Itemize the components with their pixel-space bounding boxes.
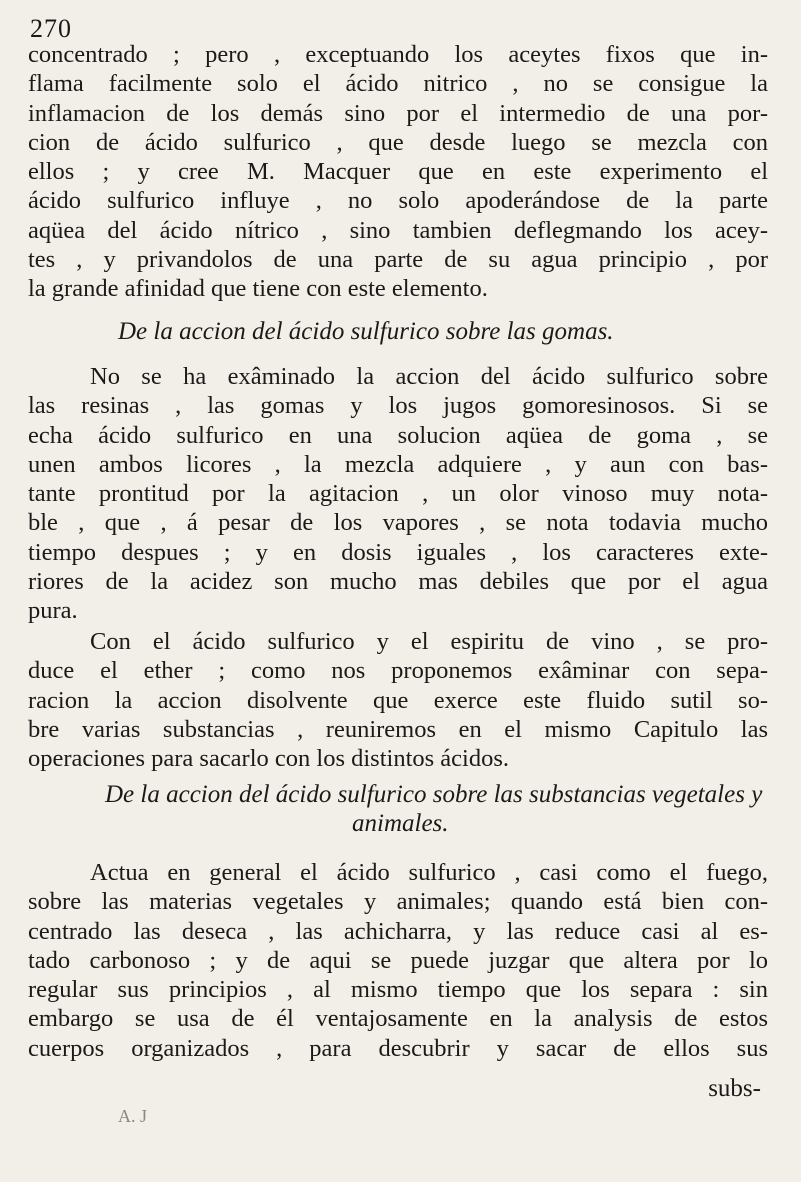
text-line: las resinas , las gomas y los jugos gomoresinosos. Si se <box>28 392 768 420</box>
text-line: cion de ácido sulfurico , que desde luego se mezcla con <box>28 128 768 156</box>
text-line: tado carbonoso ; y de aqui se puede juzgar que altera por lo <box>28 946 768 974</box>
paragraph-vegetales <box>28 858 768 1063</box>
text-line: pura. <box>28 597 78 625</box>
signature-mark: A. J <box>118 1106 148 1126</box>
text-line: ácido sulfurico influye , no solo apoderándose de la parte <box>28 187 768 215</box>
text-line: bre varias substancias , reuniremos en el mismo Capitulo las <box>28 715 768 743</box>
text-line: concentrado ; pero , exceptuando los aceytes fixos que in- <box>28 41 768 68</box>
text-line: unen ambos licores , la mezcla adquiere , y aun con bas- <box>28 450 768 478</box>
paragraph-gomas <box>28 362 768 626</box>
text-line: operaciones para sacarlo con los distintos ácidos. <box>28 745 510 773</box>
paragraph-aceytes <box>28 40 768 304</box>
section-heading-vegetales: De la accion del ácido sulfurico sobre las substancias vegetales y <box>105 781 763 808</box>
section-heading-gomas: De la accion del ácido sulfurico sobre las gomas. <box>118 318 614 345</box>
text-line: flama facilmente solo el ácido nitrico , no se consigue la <box>28 70 768 98</box>
text-line: centrado las deseca , las achicharra, y las reduce casi al es- <box>28 917 768 945</box>
text-line: echa ácido sulfurico en una solucion aqüea de goma , se <box>28 421 768 449</box>
text-line: la grande afinidad que tiene con este elemento. <box>28 275 488 303</box>
text-line: aqüea del ácido nítrico , sino tambien deflegmando los acey- <box>28 216 768 244</box>
text-line: duce el ether ; como nos proponemos exâminar con sepa- <box>28 657 768 685</box>
page-number: 270 <box>30 14 72 43</box>
text-line: tiempo despues ; y en dosis iguales , los caracteres exte- <box>28 538 768 566</box>
text-line: cuerpos organizados , para descubrir y sacar de ellos sus <box>28 1034 768 1062</box>
text-line: inflamacion de los demás sino por el intermedio de una por- <box>28 99 768 127</box>
text-line: tante prontitud por la agitacion , un olor vinoso muy nota- <box>28 480 768 508</box>
text-line: No se ha exâminado la accion del ácido sulfurico sobre <box>90 363 768 390</box>
text-line: regular sus principios , al mismo tiempo que los separa : sin <box>28 976 768 1004</box>
paragraph-ether <box>28 627 768 773</box>
text-line: Con el ácido sulfurico y el espiritu de vino , se pro- <box>90 628 768 655</box>
text-line: ble , que , á pesar de los vapores , se nota todavia mucho <box>28 509 768 537</box>
text-line: embargo se usa de él ventajosamente en la analysis de estos <box>28 1005 768 1033</box>
text-line: ellos ; y cree M. Macquer que en este experimento el <box>28 158 768 186</box>
text-line: sobre las materias vegetales y animales; quando está bien con- <box>28 888 768 916</box>
catchword: subs- <box>708 1075 761 1102</box>
text-line: Actua en general el ácido sulfurico , casi como el fuego, <box>90 859 768 886</box>
text-line: riores de la acidez son mucho mas debiles que por el agua <box>28 568 768 596</box>
section-heading-vegetales-continued: animales. <box>352 810 449 837</box>
text-line: tes , y privandolos de una parte de su agua principio , por <box>28 246 768 274</box>
text-line: racion la accion disolvente que exerce este fluido sutil so- <box>28 686 768 714</box>
